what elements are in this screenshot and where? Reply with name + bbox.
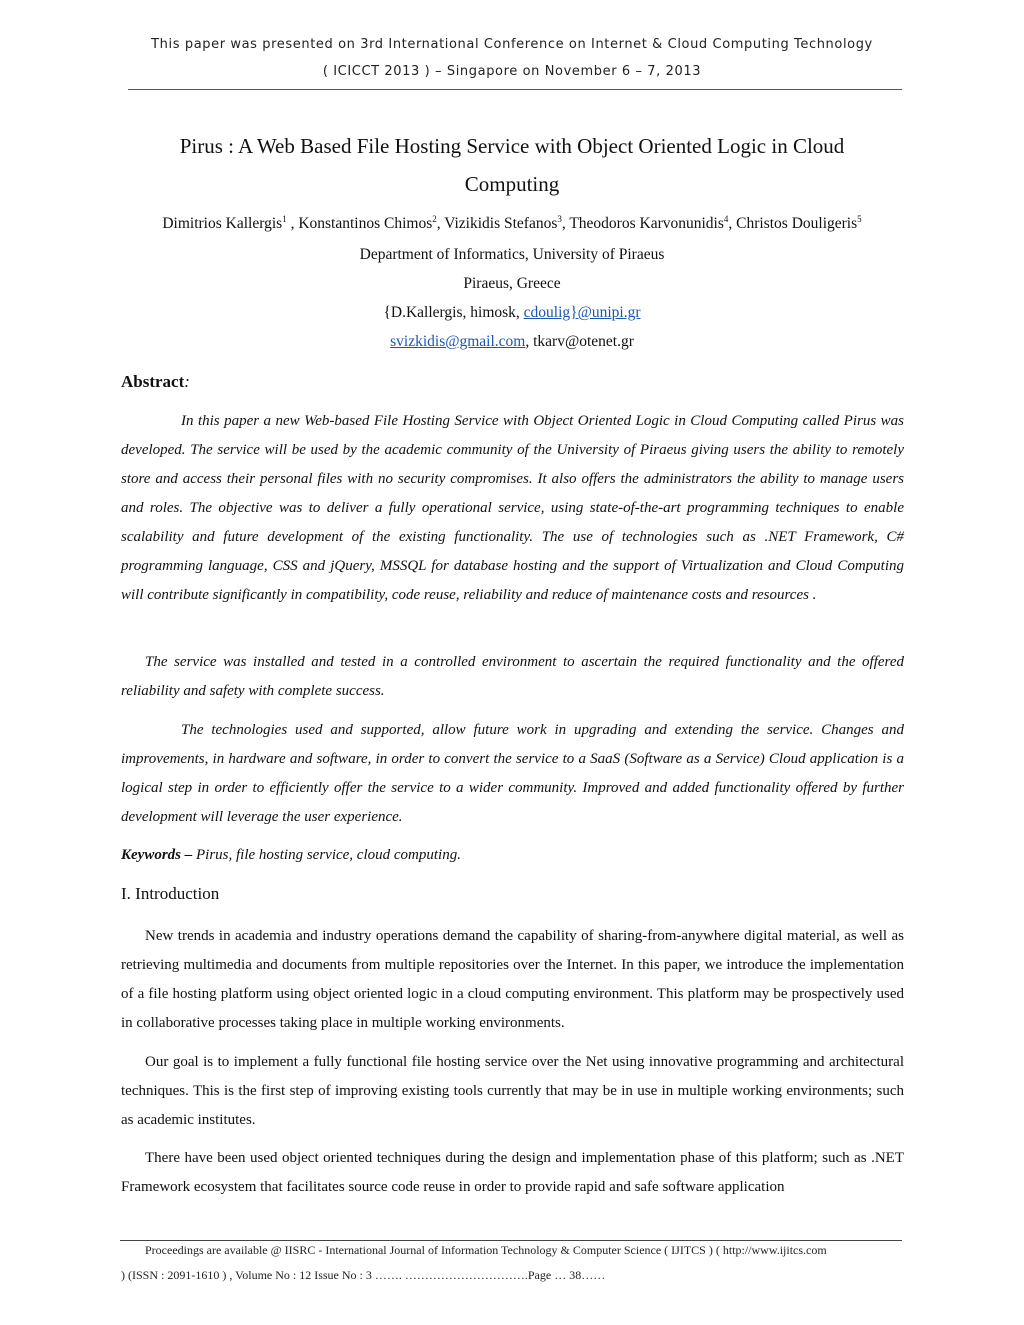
author-index: 2 bbox=[432, 214, 437, 224]
conference-header-line1: This paper was presented on 3rd International Conference on Internet & Cloud Computing Technology bbox=[151, 37, 873, 52]
author-name: , Theodoros Karvonunidis bbox=[561, 215, 724, 233]
header-divider bbox=[128, 89, 902, 90]
footer-line-2: ) (ISSN : 2091-1610 ) , Volume No : 12 Issue No : 3 ……. ………………………….Page … 38…… bbox=[121, 1268, 606, 1282]
email-text: {D.Kallergis, himosk, bbox=[383, 304, 524, 321]
author-index: 3 bbox=[557, 214, 562, 224]
department: Department of Informatics, University of Piraeus bbox=[359, 246, 665, 263]
author-name: , Christos Douligeris bbox=[728, 215, 858, 233]
intro-paragraph-3: There have been used object oriented techniques during the design and implementation phase of this platform; such as .NET Framework ecosystem that facilitates source code reuse in order to provide rapid and safe software application bbox=[121, 1150, 904, 1195]
author-index: 5 bbox=[857, 214, 862, 224]
email-line-1 bbox=[120, 304, 904, 322]
paper-title bbox=[120, 127, 904, 203]
author-index: 1 bbox=[282, 214, 287, 224]
keywords-text: Pirus, file hosting service, cloud computing. bbox=[192, 847, 461, 863]
keywords-label: Keywords – bbox=[121, 847, 193, 863]
author-index: 4 bbox=[723, 214, 729, 224]
section-heading-introduction: I. Introduction bbox=[121, 884, 220, 903]
email-text: , tkarv@otenet.gr bbox=[525, 333, 634, 350]
abstract-paragraph-3: The technologies used and supported, allow future work in upgrading and extending the service. Changes and improvements, in hardware and software, in order to convert the service to a SaaS (Software as a Service) Cloud application is a logical step in order to efficiently offer the service to a wider community. Improved and added functionality offered by further development will leverage the user experience. bbox=[121, 722, 904, 825]
city: Piraeus, Greece bbox=[463, 275, 561, 292]
email-link-unipi[interactable]: cdoulig}@unipi.gr bbox=[523, 304, 641, 321]
footer-divider bbox=[120, 1240, 902, 1241]
abstract-paragraph-1: In this paper a new Web-based File Hosting Service with Object Oriented Logic in Cloud Computing called Pirus was developed. The service will be used by the academic community of the University of Piraeus giving users the ability to remotely store and access their personal files with no security compromises. It also offers the administrators the ability to manage users and roles. The objective was to deliver a fully operational service, using state-of-the-art programming techniques to enable scalability and future development of the existing functionality. The use of technologies such as .NET Framework, C# programming language, CSS and jQuery, MSSQL for database hosting and the support of Virtualization and Cloud Computing will contribute significantly in compatibility, code reuse, reliability and reduce of maintenance costs and resources . bbox=[121, 413, 904, 603]
email-line-2 bbox=[120, 333, 904, 351]
author-list bbox=[110, 214, 914, 233]
author-name: , Vizikidis Stefanos bbox=[436, 215, 558, 233]
conference-header-line2: ( ICICCT 2013 ) – Singapore on November 6 – 7, 2013 bbox=[322, 64, 702, 79]
abstract-heading-colon: : bbox=[184, 372, 190, 391]
email-link-gmail[interactable]: svizkidis@gmail.com bbox=[390, 333, 526, 350]
intro-paragraph-1: New trends in academia and industry operations demand the capability of sharing-from-anywhere digital material, as well as retrieving multimedia and documents from multiple repositories over the Internet. In this paper, we introduce the implementation of a file hosting platform using object oriented logic in a cloud computing environment. This platform may be prospectively used in collaborative processes taking place in multiple working environments. bbox=[121, 928, 904, 1031]
author-name: , Konstantinos Chimos bbox=[290, 215, 433, 233]
paper-title-line2: Computing bbox=[464, 172, 560, 196]
intro-paragraph-2: Our goal is to implement a fully functional file hosting service over the Net using innovative programming and architectural techniques. This is the first step of improving existing tools currently that may be in use in multiple working environments; such as academic institutes. bbox=[121, 1054, 904, 1128]
abstract-paragraph-2: The service was installed and tested in a controlled environment to ascertain the required functionality and the offered reliability and safety with complete success. bbox=[121, 654, 904, 699]
keywords bbox=[121, 841, 904, 870]
abstract-heading-label: Abstract bbox=[121, 372, 185, 391]
footer-line-1: Proceedings are available @ IISRC - International Journal of Information Technology & Computer Science ( IJITCS ) ( http://www.ijitcs.com bbox=[145, 1243, 827, 1257]
paper-title-line1: Pirus : A Web Based File Hosting Service with Object Oriented Logic in Cloud bbox=[179, 134, 845, 158]
abstract-heading bbox=[121, 372, 190, 392]
author-name: Dimitrios Kallergis bbox=[162, 215, 283, 233]
